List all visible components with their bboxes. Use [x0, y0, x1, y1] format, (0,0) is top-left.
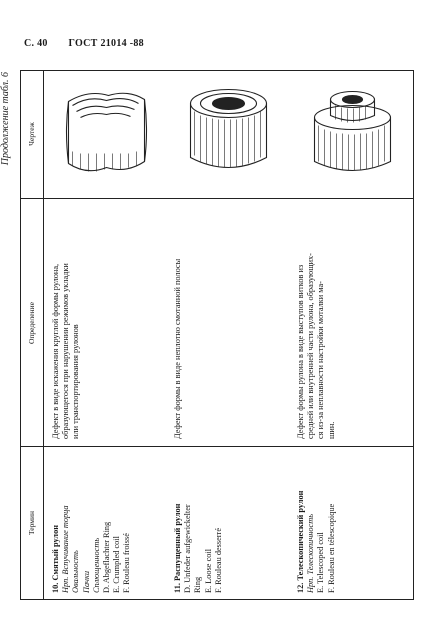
definition-line: Дефект формы рулона в виде выступов витков из	[296, 264, 305, 439]
page-number: С. 40	[24, 38, 48, 49]
term-line: Пачки	[81, 570, 91, 593]
term-cell-row-12	[296, 491, 337, 593]
term-title: 12. Телескопический рулон	[296, 490, 305, 593]
column-divider	[21, 198, 413, 199]
definition-line: образующегося при нарушении режимов укладки	[61, 263, 71, 439]
term-line: F. Rouleau froissé	[122, 533, 132, 593]
term-title: 10. Смятый рулон	[51, 524, 60, 593]
term-cell-row-10	[51, 505, 133, 593]
column-header-drawing: Чертеж	[27, 122, 36, 146]
page-header	[24, 38, 162, 49]
column-divider	[21, 446, 413, 447]
loose-coil-drawing	[182, 82, 277, 182]
definition-cell-row-10	[51, 263, 82, 439]
definition-line: средней или внутренней части рулона, образующих-	[306, 253, 316, 439]
term-title: 11. Распущенный рулон	[173, 503, 182, 593]
term-line: Нрп. Вспучивание торца	[61, 505, 71, 593]
definition-line: шин.	[326, 421, 336, 439]
definition-cell-row-12	[296, 253, 337, 439]
term-line: E. Crumpled coil	[112, 536, 122, 593]
column-header-term: Термин	[27, 510, 36, 536]
term-line: F. Rouleau desserré	[213, 527, 223, 593]
standard-code: ГОСТ 21014 -88	[68, 38, 144, 49]
crumpled-coil-drawing	[59, 82, 154, 182]
definition-line: или транспортирования рулонов	[71, 324, 81, 439]
term-line: D. Unfeder aufgewickelter	[183, 504, 193, 593]
term-cell-row-11	[173, 504, 224, 593]
term-line: F. Rouleau en télescopique	[326, 503, 336, 593]
terms-table	[20, 70, 414, 600]
definition-line: ся из-за неплавности настройки моталки ма-	[316, 281, 326, 439]
rotated-table-frame	[0, 70, 414, 600]
term-line: Сплющенность	[91, 537, 101, 593]
definition-cell-row-11	[173, 259, 183, 439]
term-line: Овальность	[71, 550, 81, 593]
continuation-note: Продолжение табл. 6	[0, 72, 11, 166]
term-line: D. Abgeflachter Ring	[102, 521, 112, 593]
term-line: Нрп. Телескопичность	[306, 514, 316, 593]
term-line: Ring	[193, 576, 203, 593]
term-line: E. Telescoped coil	[316, 532, 326, 593]
telescoped-coil-drawing	[306, 82, 401, 182]
term-line: E. Loose coil	[203, 548, 213, 593]
column-header-definition: Определение	[27, 302, 36, 344]
definition-line: Дефект в виде искажения круглой формы рулона,	[51, 263, 60, 439]
definition-line: Дефект формы в виде неплотно смотанной полосы	[173, 258, 182, 439]
